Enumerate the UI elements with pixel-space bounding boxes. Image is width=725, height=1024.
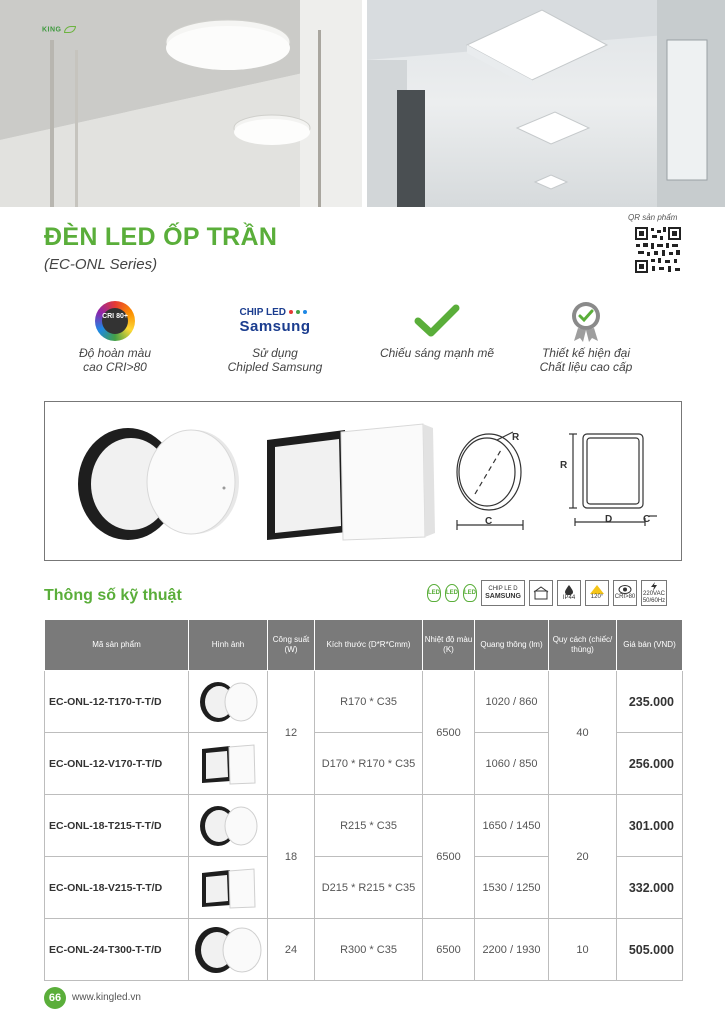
square-dimension-diagram xyxy=(569,434,657,526)
qr-label: QR sản phẩm xyxy=(628,213,678,222)
specs-title: Thông số kỹ thuật xyxy=(44,587,182,604)
feature-bright-line1: Chiếu sáng mạnh mẽ xyxy=(379,346,495,360)
brand-logo: KING xyxy=(42,26,76,33)
led-bulb-icon: LED xyxy=(445,584,459,602)
price-cell: 256.000 xyxy=(617,733,683,795)
col-header-price: Giá bán (VND) xyxy=(617,620,683,671)
pack-cell: 40 xyxy=(549,671,617,795)
dim-label-d-square: D xyxy=(605,514,613,525)
round-lamp-image xyxy=(78,428,239,540)
ip-rating-icon: IP44 xyxy=(557,580,581,606)
square-lamp-thumb-icon xyxy=(196,865,260,911)
power-cell: 24 xyxy=(268,919,315,981)
col-header-pack: Quy cách (chiếc/ thùng) xyxy=(549,620,617,671)
price-cell: 505.000 xyxy=(617,919,683,981)
pack-cell: 20 xyxy=(549,795,617,919)
product-code: EC-ONL-24-T300-T-T/D xyxy=(45,919,189,981)
price-cell: 332.000 xyxy=(617,857,683,919)
feature-cri-line2: cao CRI>80 xyxy=(83,360,147,374)
round-lamp-thumb-icon xyxy=(192,925,264,975)
dim-label-c-square: C xyxy=(643,514,651,525)
col-header-image: Hình ảnh xyxy=(189,620,268,671)
series-subtitle: (EC-ONL Series) xyxy=(44,256,158,273)
product-thumbnail xyxy=(189,733,268,795)
price-cell: 235.000 xyxy=(617,671,683,733)
quality-badge-icon xyxy=(568,300,604,342)
power-cell: 12 xyxy=(268,671,315,795)
product-code: EC-ONL-18-V215-T-T/D xyxy=(45,857,189,919)
product-thumbnail xyxy=(189,857,268,919)
cri-eye-icon: CRI>80 xyxy=(613,580,637,606)
feature-bright xyxy=(362,300,512,360)
product-thumbnail xyxy=(189,671,268,733)
product-thumbnail xyxy=(189,919,268,981)
feature-design-line1: Thiết kế hiện đại xyxy=(541,346,631,360)
hero-banner xyxy=(0,0,725,207)
samsung-chip-small-icon: CHIP LE D SAMSUNG xyxy=(481,580,525,606)
col-header-code: Mã sản phẩm xyxy=(45,620,189,671)
dim-label-c-round: C xyxy=(485,516,493,527)
round-lamp-thumb-icon xyxy=(196,803,260,849)
feature-samsung-line1: Sử dụng xyxy=(252,346,298,360)
col-header-temp: Nhiệt độ màu (K) xyxy=(423,620,475,671)
ceiling-photo-round xyxy=(0,0,362,207)
size-cell: D215 * R215 * C35 xyxy=(315,857,423,919)
square-lamp-thumb-icon xyxy=(196,741,260,787)
temp-cell: 6500 xyxy=(423,919,475,981)
feature-samsung-line2: Chipled Samsung xyxy=(227,360,323,374)
size-cell: R170 * C35 xyxy=(315,671,423,733)
feature-cri-line1: Độ hoàn màu xyxy=(78,346,152,360)
qr-code-icon[interactable] xyxy=(634,226,682,274)
samsung-chip-icon: CHIP LED Samsung xyxy=(239,307,311,335)
product-image-box xyxy=(44,401,682,561)
product-code: EC-ONL-12-T170-T-T/D xyxy=(45,671,189,733)
install-icon xyxy=(529,580,553,606)
square-lamp-image xyxy=(267,424,435,540)
ceiling-photo-square xyxy=(367,0,725,207)
col-header-lumen: Quang thông (lm) xyxy=(475,620,549,671)
table-row xyxy=(45,671,683,733)
round-lamp-thumb-icon xyxy=(196,679,260,725)
feature-design-line2: Chất liệu cao cấp xyxy=(539,360,633,374)
size-cell: R215 * C35 xyxy=(315,795,423,857)
temp-cell: 6500 xyxy=(423,671,475,795)
col-header-power: Công suất (W) xyxy=(268,620,315,671)
checkmark-icon xyxy=(414,303,460,339)
led-bulb-icon: LED xyxy=(427,584,441,602)
table-header-row xyxy=(45,620,683,671)
price-cell: 301.000 xyxy=(617,795,683,857)
cri-icon: CRI 80+ xyxy=(95,301,135,341)
beam-angle-icon: 120° xyxy=(585,580,609,606)
pack-cell: 10 xyxy=(549,919,617,981)
product-code: EC-ONL-12-V170-T-T/D xyxy=(45,733,189,795)
power-cell: 18 xyxy=(268,795,315,919)
page-title: ĐÈN LED ỐP TRẦN xyxy=(44,223,278,251)
feature-samsung xyxy=(200,300,350,374)
product-thumbnail xyxy=(189,795,268,857)
feature-design xyxy=(511,300,661,374)
spec-icons-row xyxy=(427,580,667,606)
voltage-icon: 220VAC 50/60Hz xyxy=(641,580,667,606)
led-bulb-icon: LED xyxy=(463,584,477,602)
col-header-size: Kích thước (D*R*Cmm) xyxy=(315,620,423,671)
lumen-cell: 1650 / 1450 xyxy=(475,795,549,857)
lumen-cell: 1020 / 860 xyxy=(475,671,549,733)
website-link[interactable]: www.kingled.vn xyxy=(72,992,141,1003)
product-code: EC-ONL-18-T215-T-T/D xyxy=(45,795,189,857)
page-number: 66 xyxy=(44,987,66,1009)
spec-table xyxy=(44,619,683,981)
lumen-cell: 2200 / 1930 xyxy=(475,919,549,981)
size-cell: D170 * R170 * C35 xyxy=(315,733,423,795)
table-row xyxy=(45,795,683,857)
size-cell: R300 * C35 xyxy=(315,919,423,981)
feature-cri xyxy=(40,300,190,374)
table-row xyxy=(45,919,683,981)
dim-label-r-round: R xyxy=(512,432,520,443)
temp-cell: 6500 xyxy=(423,795,475,919)
lumen-cell: 1530 / 1250 xyxy=(475,857,549,919)
lumen-cell: 1060 / 850 xyxy=(475,733,549,795)
dim-label-r-square: R xyxy=(560,460,568,471)
